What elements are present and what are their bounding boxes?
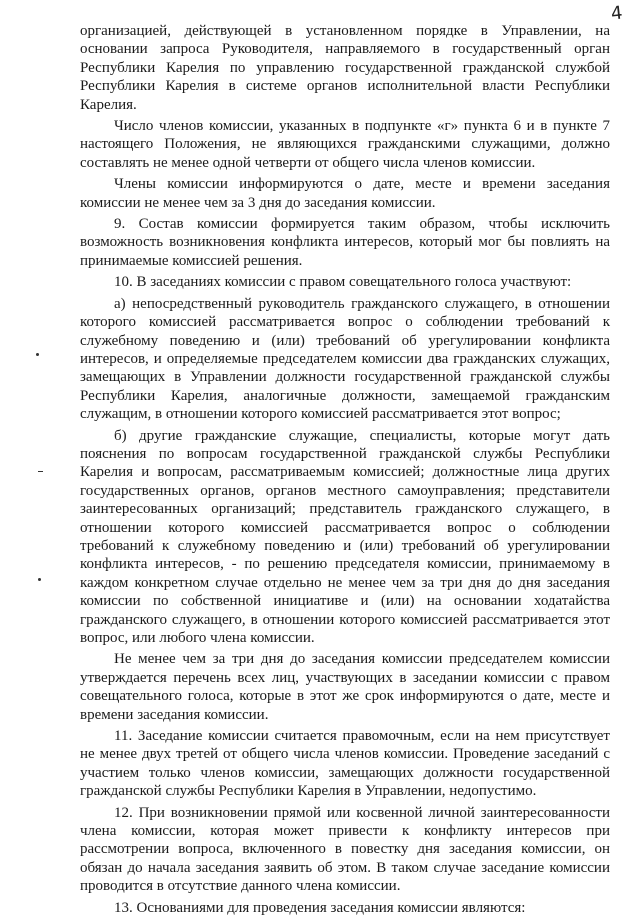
handwritten-page-number: 4: [609, 2, 624, 25]
document-paragraph: Число членов комиссии, указанных в подпункте «г» пункта 6 и в пункте 7 настоящего Положения, не являющихся гражданскими служащими, должно составлять не менее одной четверти от общего числа членов комиссии.: [80, 118, 610, 171]
scan-speck: [38, 578, 41, 581]
document-paragraph: 9. Состав комиссии формируется таким образом, чтобы исключить возможность возникновения конфликта интересов, который мог бы повлиять на принимаемые комиссией решения.: [80, 216, 610, 269]
scan-speck: [36, 353, 39, 356]
document-paragraph: а) непосредственный руководитель гражданского служащего, в отношении которого комиссией рассматривается вопрос о соблюдении требований к служебному поведению и (или) требований об урегулировании конфликта интересов, и определяемые председателем комиссии два гражданских служащих, замещающих в Управлении должности государственной гражданской службы Республики Карелия, аналогичные должности, замещаемой гражданским служащим, в отношении которого комиссией рассматривается этот вопрос;: [80, 295, 610, 423]
document-paragraph: 10. В заседаниях комиссии с правом совещательного голоса участвуют:: [114, 274, 572, 291]
document-paragraph: 11. Заседание комиссии считается правомочным, если на нем присутствует не менее двух третей от общего числа членов комиссии. Проведение заседаний с участием только членов комиссии, замещающих должности государственной гражданской службы Республики Карелия в Управлении, недопустимо.: [80, 728, 610, 800]
document-paragraph: Члены комиссии информируются о дате, месте и времени заседания комиссии не менее чем за 3 дня до заседания комиссии.: [80, 176, 610, 211]
document-paragraph: 12. При возникновении прямой или косвенной личной заинтересованности члена комиссии, которая может привести к конфликту интересов при рассмотрении вопроса, включенного в повестку дня заседания комиссии, он обязан до начала заседания заявить об этом. В таком случае заседание комиссии проводится в отсутствие данного члена комиссии.: [80, 804, 610, 895]
document-paragraph: Не менее чем за три дня до заседания комиссии председателем комиссии утверждается перечень всех лиц, участвующих в заседании комиссии с правом совещательного голоса, которые в этот же срок информируются о дате, месте и времени заседания комиссии.: [80, 651, 610, 723]
document-paragraph: 13. Основаниями для проведения заседания комиссии являются:: [114, 899, 526, 916]
scan-speck: [38, 471, 43, 472]
document-body: [80, 22, 610, 920]
document-paragraph: организацией, действующей в установленном порядке в Управлении, на основании запроса Руководителя, направляемого в государственный орган Республики Карелия по управлению государственной гражданской службой Республики Карелия в системе органов исполнительной власти Республики Карелия.: [80, 23, 610, 113]
document-paragraph: б) другие гражданские служащие, специалисты, которые могут дать пояснения по вопросам государственной гражданской службы Республики Карелия и вопросам, рассматриваемым комиссией; должностные лица других государственных органов, органов местного самоуправления; представители заинтересованных организаций; представитель гражданского служащего, в отношении которого комиссией рассматривается вопрос о соблюдении требований к служебному поведению и (или) требований об урегулировании конфликта интересов, - по решению председателя комиссии, принимаемому в каждом конкретном случае отдельно не менее чем за три дня до дня заседания комиссии по собственной инициативе и (или) на основании ходатайства гражданского служащего, в отношении которого комиссией рассматривается этот вопрос, или любого члена комиссии.: [80, 427, 610, 646]
